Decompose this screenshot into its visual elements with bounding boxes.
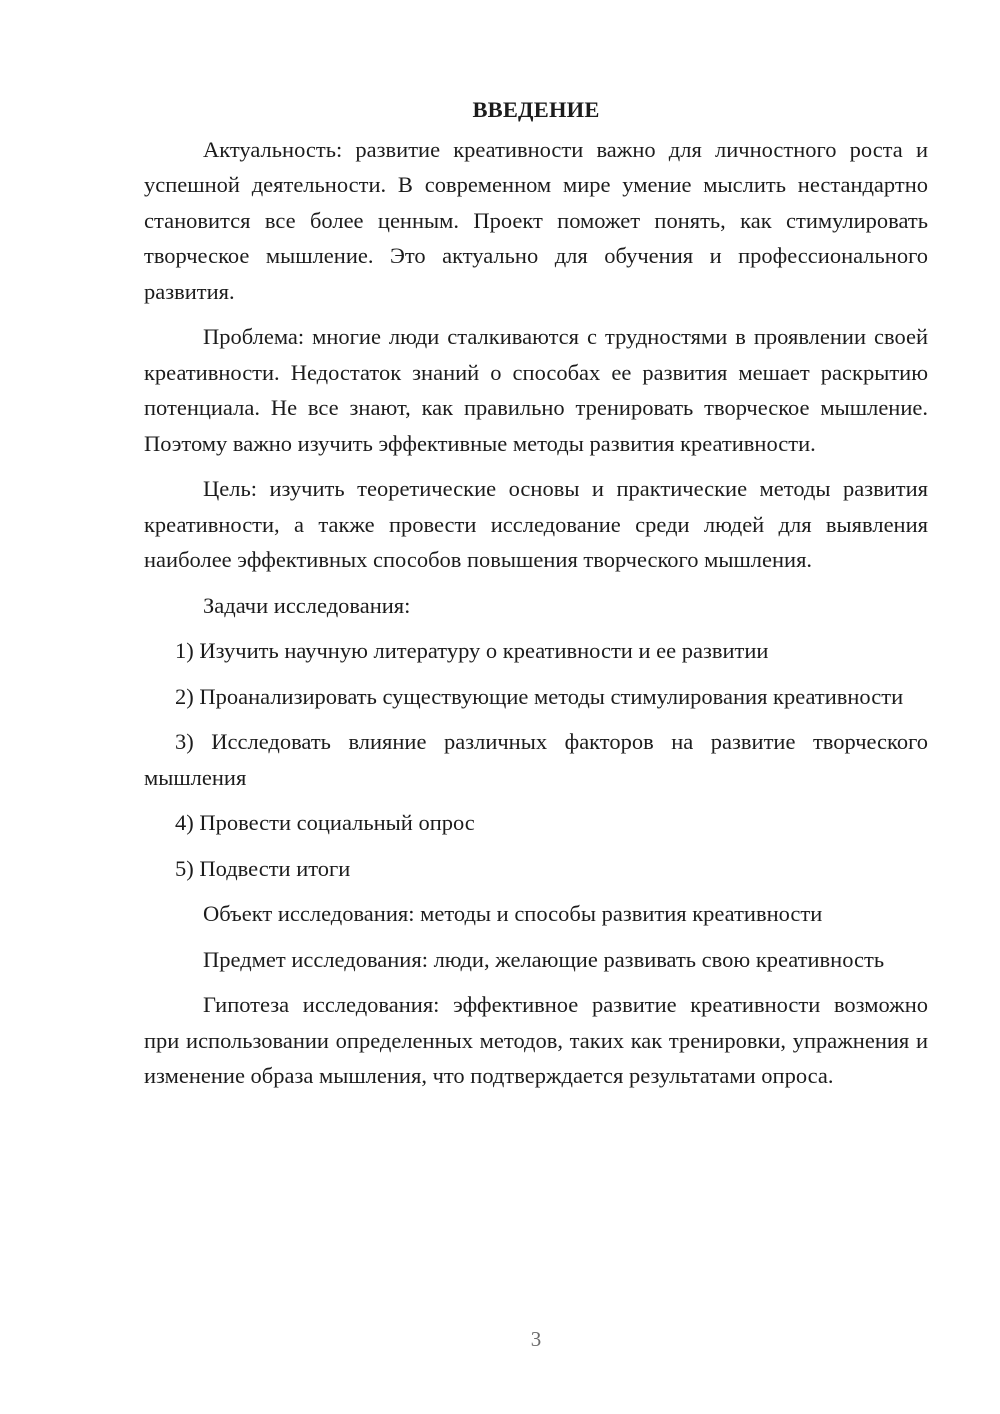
tasks-heading: Задачи исследования:: [203, 592, 411, 618]
task-item-5: 5) Подвести итоги: [175, 855, 351, 881]
object-paragraph: Объект исследования: методы и способы развития креативности: [203, 901, 823, 926]
page-title: ВВЕДЕНИЕ: [472, 97, 600, 122]
hypothesis-paragraph: Гипотеза исследования: эффективное развитие креативности возможно при использовании определенных методов, таких как тренировки, упражнения и изменение образа мышления, что подтверждается результатами опроса.: [144, 992, 928, 1088]
task-item-2: 2) Проанализировать существующие методы стимулирования креативности: [175, 683, 904, 709]
task-item-3: 3) Исследовать влияние различных факторов на развитие творческого мышления: [144, 729, 928, 790]
task-item-4: 4) Провести социальный опрос: [175, 810, 475, 835]
subject-paragraph: Предмет исследования: люди, желающие развивать свою креативность: [203, 946, 885, 972]
page-number: 3: [530, 1327, 542, 1351]
goal-paragraph: Цель: изучить теоретические основы и практические методы развития креативности, а также провести исследование среди людей для выявления наиболее эффективных способов повышения творческого мышления.: [144, 476, 928, 572]
document-page: [144, 92, 928, 1104]
relevance-paragraph: Актуальность: развитие креативности важно для личностного роста и успешной деятельности. В современном мире умение мыслить нестандартно становится все более ценным. Проект поможет понять, как стимулировать творческое мышление. Это актуально для обучения и профессионального развития.: [144, 136, 928, 304]
task-item-1: 1) Изучить научную литературу о креативности и ее развитии: [175, 638, 769, 663]
problem-paragraph: Проблема: многие люди сталкиваются с трудностями в проявлении своей креативности. Недостаток знаний о способах ее развития мешает раскрытию потенциала. Не все знают, как правильно тренировать творческое мышление. Поэтому важно изучить эффективные методы развития креативности.: [144, 324, 928, 456]
